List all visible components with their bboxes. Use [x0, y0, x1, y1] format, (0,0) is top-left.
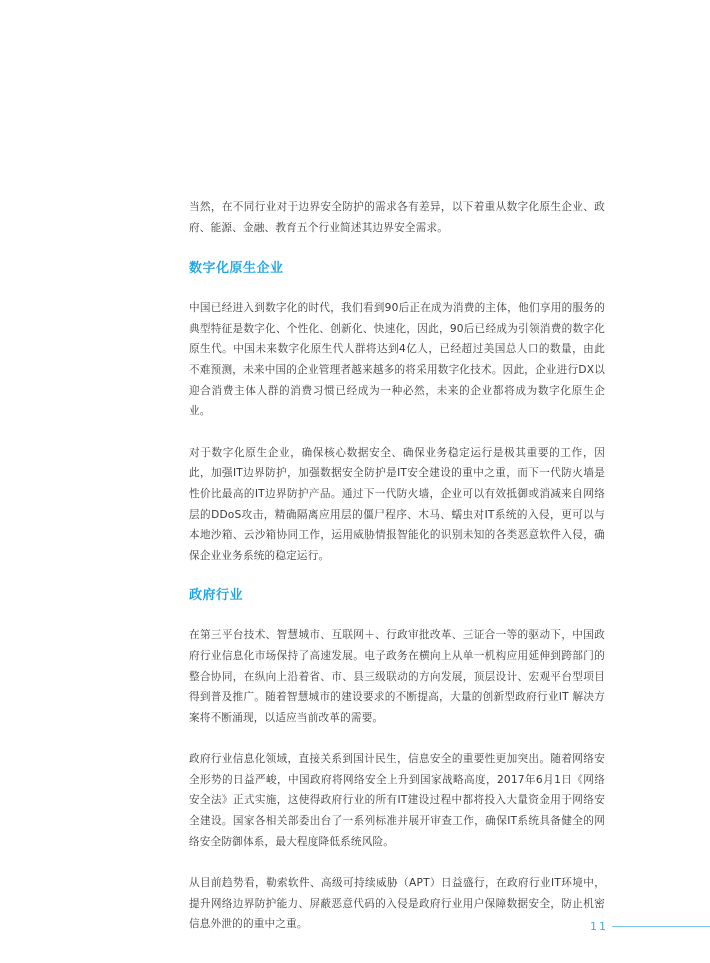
paragraph: 从目前趋势看，勒索软件、高级可持续威胁（APT）日益盛行，在政府行业IT环境中，提升网络边界防护能力、屏蔽恶意代码的入侵是政府行业用户保障数据安全，防止机密信息外泄的的重中之重。	[189, 877, 605, 931]
intro-paragraph: 当然，在不同行业对于边界安全防护的需求各有差异，以下着重从数字化原生企业、政府、能源、金融、教育五个行业简述其边界安全需求。	[189, 201, 605, 234]
section-heading-digital-native: 数字化原生企业	[189, 261, 284, 277]
section-heading-government: 政府行业	[189, 588, 244, 604]
page-footer	[590, 919, 710, 935]
paragraph: 在第三平台技术、智慧城市、互联网＋、行政审批改革、三证合一等的驱动下，中国政府行业信息化市场保持了高速发展。电子政务在横向上从单一机构应用延伸到跨部门的整合协同，在纵向上沿着省、市、县三级联动的方向发展，顶层设计、宏观平台型项目得到普及推广。随着智慧城市的建设要求的不断提高，大量的创新型政府行业IT 解决方案将不断涌现，以适应当前改革的需要。	[189, 629, 605, 724]
paragraph: 中国已经进入到数字化的时代，我们看到90后正在成为消费的主体，他们享用的服务的典型特征是数字化、个性化、创新化、快速化，因此，90后已经成为引领消费的数字化原生代。中国未来数字化原生代人群将达到4亿人，已经超过美国总人口的数量，由此不难预测，未来中国的企业管理者越来越多的将采用数字化技术。因此，企业进行DX以迎合消费主体人群的消费习惯已经成为一种必然，未来的企业都将成为数字化原生企业。	[189, 302, 605, 418]
footer-rule	[612, 926, 710, 927]
paragraph: 政府行业信息化领域，直接关系到国计民生，信息安全的重要性更加突出。随着网络安全形势的日益严峻，中国政府将网络安全上升到国家战略高度，2017年6月1日《网络安全法》正式实施，这使得政府行业的所有IT建设过程中都将投入大量资金用于网络安全建设。国家各相关部委出台了一系列标准并展开审查工作，确保IT系统具备健全的网络安全防御体系，最大程度降低系统风险。	[189, 753, 605, 848]
paragraph: 对于数字化原生企业，确保核心数据安全、确保业务稳定运行是极其重要的工作，因此，加强IT边界防护，加强数据安全防护是IT安全建设的重中之重，而下一代防火墙是性价比最高的IT边界防护产品。通过下一代防火墙，企业可以有效抵御或消减来自网络层的DDoS攻击，精确隔离应用层的僵尸程序、木马、蠕虫对IT系统的入侵，更可以与本地沙箱、云沙箱协同工作，运用威胁情报智能化的识别未知的各类恶意软件入侵，确保企业业务系统的稳定运行。	[189, 446, 605, 562]
document-body	[189, 197, 605, 935]
page-number: 11	[590, 920, 608, 933]
